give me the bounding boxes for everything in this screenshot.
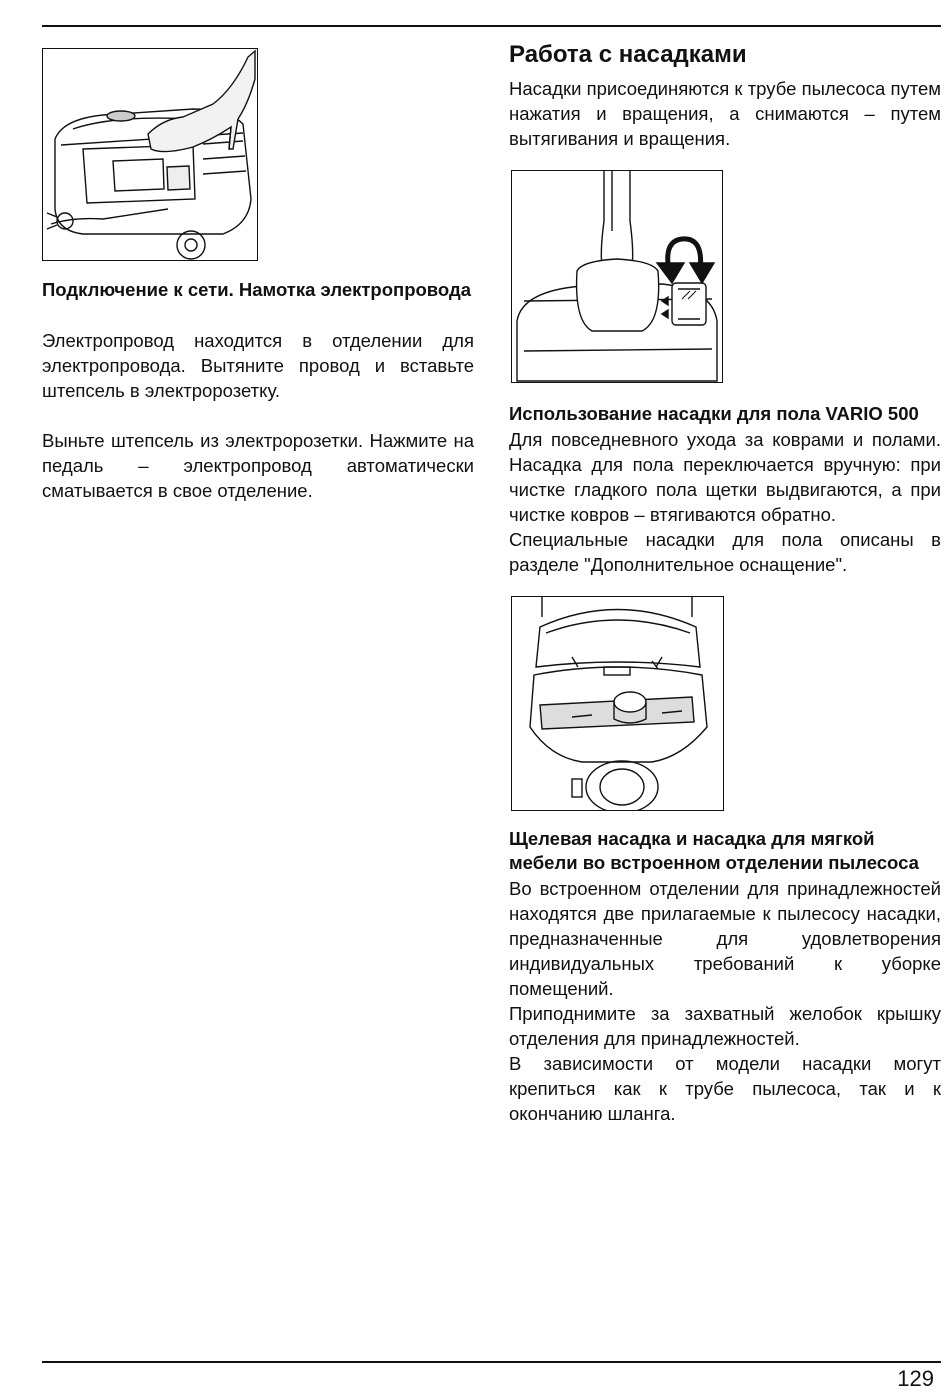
figure-floor-nozzle	[511, 170, 723, 383]
figure-cord-rewind	[42, 48, 258, 261]
cord-paragraph-2: Выньте штепсель из электророзетки. Нажмите на педаль – электропровод автоматически сматывается в свое отделение.	[42, 429, 474, 501]
page-number: 129	[897, 1366, 934, 1391]
attachments-intro: Насадки присоединяются к трубе пылесоса путем нажатия и вращения, а снимаются – путем вытягивания и вращения.	[509, 78, 941, 149]
vario-paragraph-2: Специальные насадки для пола описаны в разделе "Дополнительное оснащение".	[509, 528, 941, 575]
vario-heading: Использование насадки для пола VARIO 500	[509, 403, 919, 424]
accessory-compartment-illustration	[512, 597, 723, 810]
floor-nozzle-illustration	[512, 171, 722, 382]
crevice-paragraph-3: В зависимости от модели насадки могут крепиться как к трубе пылесоса, так и к окончанию шланга.	[509, 1052, 941, 1124]
bottom-rule	[42, 1361, 941, 1363]
attachments-title: Работа с насадками	[509, 41, 747, 68]
figure-accessory-compartment	[511, 596, 724, 811]
top-rule	[42, 25, 941, 27]
crevice-paragraph-2: Приподнимите за захватный желобок крышку отделения для принадлежностей.	[509, 1002, 941, 1049]
vario-paragraph-1: Для повседневного ухода за коврами и полами. Насадка для пола переключается вручную: при чистке гладкого пола щетки выдвигаются, а при чистке ковров – втягиваются обратно.	[509, 428, 941, 525]
crevice-paragraph-1: Во встроенном отделении для принадлежностей находятся две прилагаемые к пылесосу насадки, предназначенные для удовлетворения индивидуальных требований к уборке помещений.	[509, 877, 941, 999]
left-column	[42, 48, 474, 503]
cord-section-heading: Подключение к сети. Намотка электропровода	[42, 279, 472, 300]
right-column	[509, 40, 941, 1126]
crevice-heading: Щелевая насадка и насадка для мягкой мебели во встроенном отделении пылесоса	[509, 827, 919, 873]
cord-paragraph-1: Электропровод находится в отделении для электропровода. Вытяните провод и вставьте штепсель в электророзетку.	[42, 329, 474, 401]
vacuum-pedal-illustration	[43, 49, 257, 260]
